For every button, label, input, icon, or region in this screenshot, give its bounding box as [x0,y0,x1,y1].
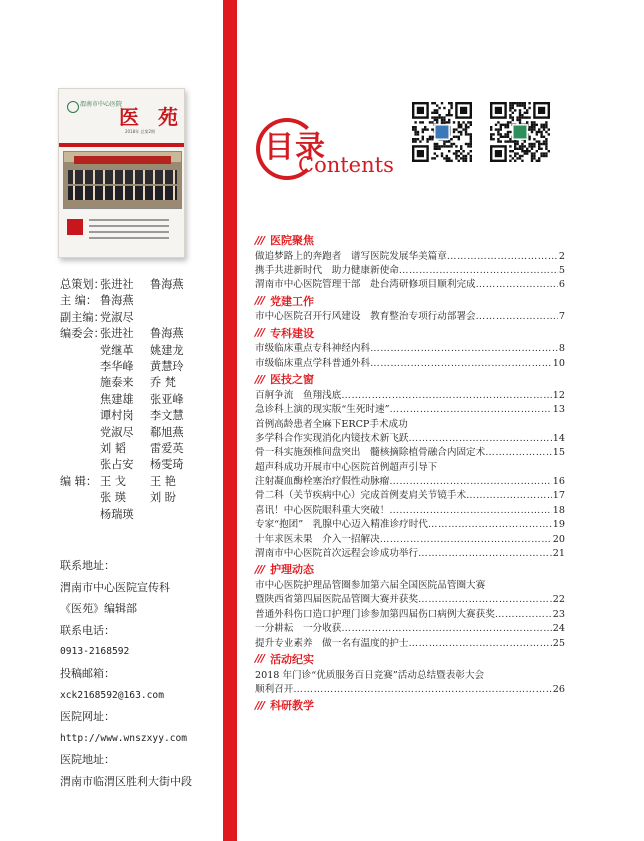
toc-entry [255,608,565,622]
staff-name: 李文慧 [150,409,184,423]
staff-role [60,507,100,523]
section-slash-icon: /// [255,372,265,386]
entry-title: 渭南市中心医院管理干部 赴台湾研修项目顺利完成 [255,279,476,291]
staff-name: 黄慧玲 [150,360,184,374]
contact-line: 医院地址： [60,753,115,767]
entry-page: 18 [552,504,565,516]
leader-dots [418,547,552,561]
toc-entry [255,310,565,324]
entry-page: 13 [552,404,565,416]
entry-title: 骨一科实施颈椎间盘突出 髓核摘除植骨融合内固定术 [255,447,486,459]
staff-name: 焦建雄 [100,392,134,406]
entry-title: 专家“抱团” 乳腺中心迈入精准诊疗时代 [255,519,428,531]
section-title: 医技之窗 [270,373,315,387]
contact-line: 0913-2168592 [60,646,130,658]
staff-role: 总策划： [60,278,105,291]
leader-dots [466,489,552,503]
heading-cn: 目录 [264,130,326,165]
toc-entry [255,357,565,371]
toc-entry [255,432,565,446]
entry-page: 21 [552,548,565,560]
section-title: 科研教学 [270,699,315,713]
leader-dots [390,403,552,417]
staff-name [150,310,206,326]
leader-dots [389,504,551,518]
staff-name: 施泰来 [100,376,134,390]
staff-role [60,359,100,375]
staff-row [60,490,220,506]
qr-code-icon [412,102,472,162]
leader-dots [341,389,551,403]
staff-name [150,293,206,309]
toc-section-header [255,651,565,667]
entry-page: 2 [558,250,565,262]
staff-name: 党淑尽 [100,425,134,439]
entry-page: 24 [552,623,565,635]
entry-title: 提升专业素养 做一名有温度的护士 [255,637,409,649]
cover-group-photo [63,151,182,209]
contact-info [60,555,222,793]
entry-title: 百舸争流 鱼翔浅底 [255,389,342,401]
section-title: 专科建设 [270,326,315,340]
entry-page: 26 [552,683,565,695]
red-divider-bar [223,0,237,841]
contact-line: 渭南市中心医院宣传科 [60,580,170,594]
contact-line: 联系电话： [60,623,115,637]
entry-page: 12 [552,389,565,401]
toc-entry [255,389,565,403]
staff-name: 党淑尽 [100,310,134,324]
cover-text-lines [89,219,169,243]
cover-masthead: 渭南市中心医院 [80,101,123,108]
leader-dots [399,264,558,278]
staff-name: 张进社 [100,327,134,341]
entry-page: 8 [558,343,565,355]
entry-page: 23 [552,608,565,620]
toc-entry [255,342,565,356]
contact-line: 投稿邮箱： [60,666,115,680]
staff-name: 李华峰 [100,360,134,374]
staff-role [60,408,100,424]
toc-entry [255,446,565,460]
toc-entry [255,669,565,683]
staff-name: 姚建龙 [150,343,184,357]
toc-entry [255,250,565,264]
entry-page: 22 [552,594,565,606]
entry-title: 普通外科伤口造口护理门诊参加第四届伤口病例大赛获奖 [255,608,495,620]
leader-dots [485,446,552,460]
contents-heading [252,108,412,178]
contact-line: 渭南市临渭区胜利大街中段 [60,774,192,788]
section-slash-icon: /// [255,652,265,666]
toc-entry [255,504,565,518]
heading-en: Contents [298,153,394,177]
staff-name [150,507,206,523]
entry-title: 携手共进新时代 助力健康新使命 [255,264,399,276]
leader-dots [495,608,552,622]
entry-title: 十年求医未果 介入一招解决 [255,533,380,545]
leader-dots [447,250,558,264]
contact-line: 医院网址： [60,710,115,724]
toc-entry [255,278,565,292]
entry-page: 6 [558,279,565,291]
staff-role [60,441,100,457]
staff-role: 编 辑： [60,474,98,488]
cover-title: 医 苑 [119,105,184,129]
staff-name: 党继革 [100,343,134,357]
staff-role: 副主编： [60,310,105,324]
section-title: 护理动态 [270,563,315,577]
section-title: 党建工作 [270,294,315,308]
contact-line: http://www.wnszxyy.com [60,732,188,744]
qr-code-icon [490,102,550,162]
leader-dots [341,622,551,636]
staff-name: 张占安 [100,458,134,472]
leader-dots [389,475,551,489]
staff-name: 刘 盼 [150,491,176,505]
staff-name: 谭村岗 [100,409,134,423]
section-slash-icon: /// [255,562,265,576]
staff-name: 刘 韬 [100,442,126,456]
staff-name: 张 瑛 [100,491,126,505]
entry-title: 市中心医院护理品管圈参加第六届全国医院品管圈大赛 [255,580,486,591]
contact-line: 联系地址： [60,559,115,572]
toc-section-header [255,325,565,341]
hospital-logo-icon [67,101,79,113]
toc-entry [255,622,565,636]
entry-title: 一分耕耘 一分收获 [255,623,342,635]
staff-row [60,343,220,359]
staff-row [60,277,220,293]
entry-title: 顺利召开 [255,683,294,695]
staff-row [60,310,220,326]
entry-page: 17 [552,490,565,502]
toc-entry [255,418,565,432]
magazine-cover-thumbnail [58,88,185,258]
entry-page: 15 [552,447,565,459]
toc-entry [255,475,565,489]
staff-name: 乔 梵 [150,376,176,390]
entry-title: 超声科成功开展市中心医院首例超声引导下 [255,461,438,473]
entry-title: 市中心医院召开行风建设 教育整治专项行动部署会 [255,311,476,323]
staff-row [60,326,220,342]
entry-title: 骨二科（关节疾病中心）完成首例麦肩关节镜手术 [255,490,467,502]
section-slash-icon: /// [255,233,265,247]
entry-title: 喜讯！中心医院眼科重大突破！ [255,504,390,516]
staff-role: 主 编： [60,294,98,308]
leader-dots [293,683,551,697]
staff-role [60,375,100,391]
entry-page: 7 [558,311,565,323]
staff-role: 编委会： [60,327,105,341]
staff-row [60,507,220,523]
staff-role [60,425,100,441]
staff-name: 王 艳 [150,474,176,488]
toc-entry [255,637,565,651]
toc-entry [255,547,565,561]
leader-dots [418,593,552,607]
entry-title: 市级临床重点学科普通外科 [255,357,371,369]
toc-entry [255,533,565,547]
staff-name: 鲁海燕 [150,327,184,341]
staff-name: 雷爱英 [150,442,184,456]
staff-row [60,457,220,473]
toc-entry [255,593,565,607]
staff-name: 张亚峰 [150,392,184,406]
toc-entry [255,489,565,503]
entry-page: 16 [552,476,565,488]
staff-row [60,375,220,391]
staff-name: 张进社 [100,278,134,291]
leader-dots [476,278,558,292]
staff-name: 鲁海燕 [150,278,184,291]
entry-page: 5 [558,264,565,276]
staff-name: 郗旭燕 [150,425,184,439]
sidebar [0,0,223,841]
staff-name: 王 戈 [100,474,126,488]
contact-line: xck2168592@163.com [60,689,164,701]
editorial-staff [60,277,220,523]
staff-name: 鲁海燕 [100,294,134,308]
section-slash-icon: /// [255,326,265,340]
toc-section-header [255,371,565,387]
toc-section-header [255,561,565,577]
leader-dots [409,637,552,651]
cover-stamp-icon [67,219,83,235]
entry-page: 19 [552,519,565,531]
entry-title: 注射凝血酶栓塞治疗假性动脉瘤 [255,476,390,488]
staff-row [60,408,220,424]
leader-dots [428,518,552,532]
entry-page: 10 [552,357,565,369]
entry-title: 急诊科上演的现实版“生死时速” [255,404,390,416]
cover-red-strip [59,143,184,147]
entry-title: 2018 年门诊“优质服务百日竞赛”活动总结暨表彰大会 [255,669,485,681]
entry-title: 多学科合作实现消化内镜技术新飞跃 [255,432,409,444]
section-title: 医院聚焦 [270,234,315,247]
entry-title: 暨陕西省第四届医院品管圈大赛并获奖 [255,594,419,606]
leader-dots [409,432,552,446]
toc-section-header [255,697,565,713]
contact-line: 《医苑》编辑部 [60,602,137,616]
entry-title: 市级临床重点专科神经内科 [255,343,371,355]
staff-row [60,425,220,441]
leader-dots [476,310,558,324]
entry-title: 做追梦路上的奔跑者 谱写医院发展华美篇章 [255,250,447,262]
staff-role [60,490,100,506]
staff-row [60,474,220,490]
leader-dots [370,342,558,356]
cover-issue: 2018年 总第2期 [125,129,155,134]
section-slash-icon: /// [255,698,265,712]
toc-entry [255,264,565,278]
staff-row [60,441,220,457]
toc-entry [255,579,565,593]
staff-role [60,343,100,359]
toc-entry [255,683,565,697]
toc-entry [255,403,565,417]
staff-name: 杨雯琦 [150,458,184,472]
entry-page: 25 [552,637,565,649]
toc-section-header [255,232,565,248]
entry-page: 14 [552,432,565,444]
staff-row [60,293,220,309]
leader-dots [380,533,552,547]
entry-title: 渭南市中心医院首次远程会诊成功举行 [255,548,419,560]
leader-dots [370,357,552,371]
entry-page: 20 [552,533,565,545]
section-slash-icon: /// [255,294,265,308]
toc-entry [255,518,565,532]
staff-row [60,392,220,408]
staff-name: 杨瑞瑛 [100,507,134,521]
staff-role [60,392,100,408]
entry-title: 首例高龄患者全麻下ERCP手术成功 [255,418,408,430]
toc-section-header [255,293,565,309]
staff-role [60,457,100,473]
toc-entry [255,461,565,475]
section-title: 活动纪实 [270,652,315,666]
table-of-contents [255,232,565,715]
staff-row [60,359,220,375]
